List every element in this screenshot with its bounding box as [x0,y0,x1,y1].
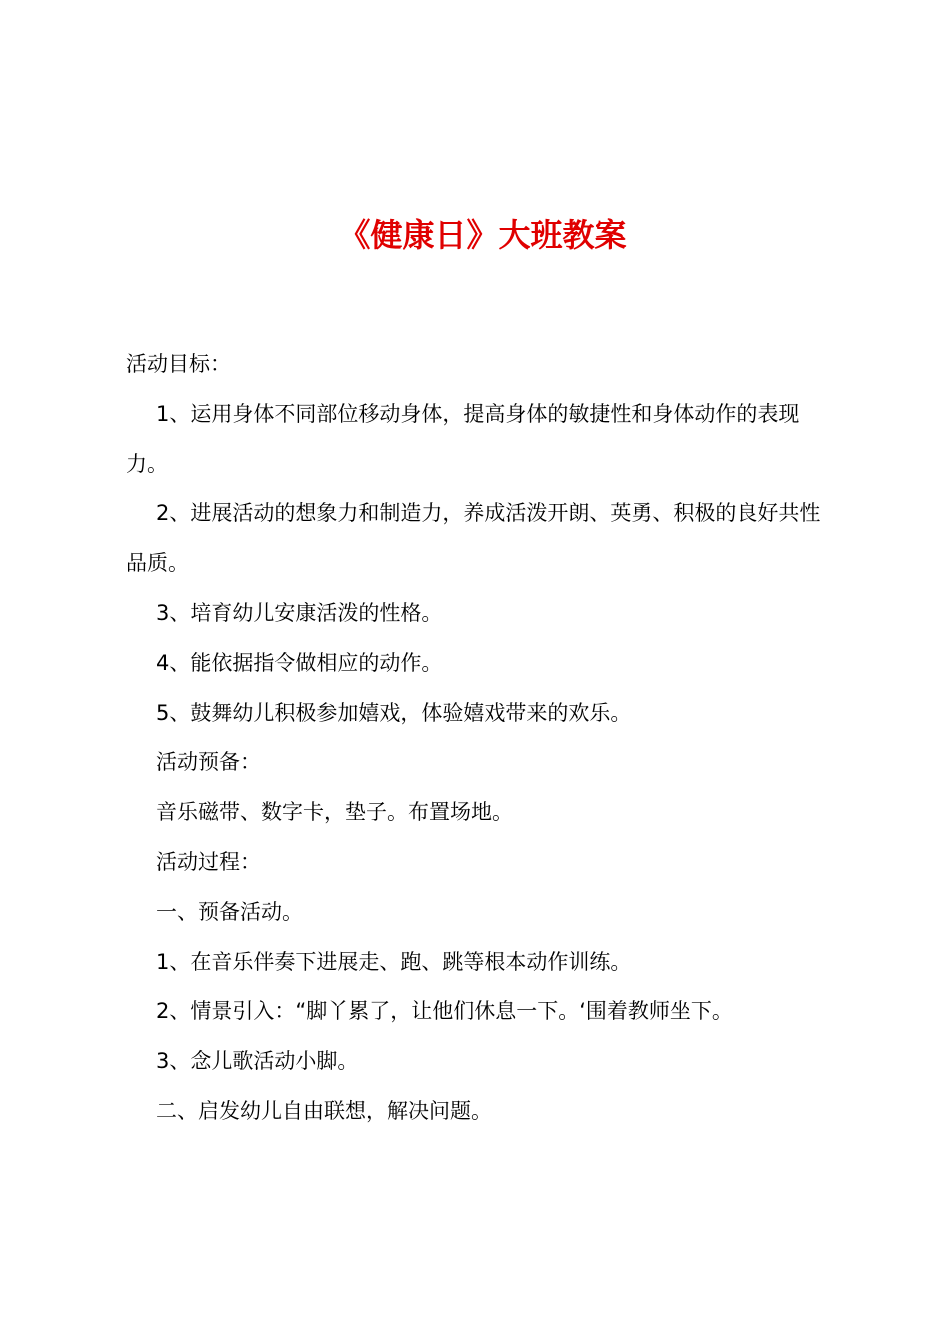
paragraph: 3、念儿歌活动小脚。 [156,1049,359,1074]
document-body [126,340,838,1137]
paragraph: 活动过程： [156,849,261,874]
document-title: 《健康日》大班教案 [338,216,627,254]
paragraph: 活动预备： [156,750,261,775]
paragraph: 活动目标： [126,352,231,376]
paragraph: 1、运用身体不同部位移动身体，提高身体的敏捷性和身体动作的表现力。 [126,401,800,476]
paragraph: 2、情景引入：“脚丫累了，让他们休息一下。‘围着教师坐下。 [156,999,733,1024]
paragraph: 4、能依据指令做相应的动作。 [156,650,443,675]
paragraph: 二、启发幼儿自由联想，解决问题。 [156,1098,492,1123]
paragraph: 一、预备活动。 [156,899,303,924]
paragraph: 3、培育幼儿安康活泼的性格。 [156,600,443,625]
paragraph: 2、进展活动的想象力和制造力，养成活泼开朗、英勇、积极的良好共性品质。 [126,501,821,576]
paragraph: 1、在音乐伴奏下进展走、跑、跳等根本动作训练。 [156,949,632,974]
paragraph: 音乐磁带、数字卡，垫子。布置场地。 [156,800,513,825]
paragraph: 5、鼓舞幼儿积极参加嬉戏，体验嬉戏带来的欢乐。 [156,700,632,725]
